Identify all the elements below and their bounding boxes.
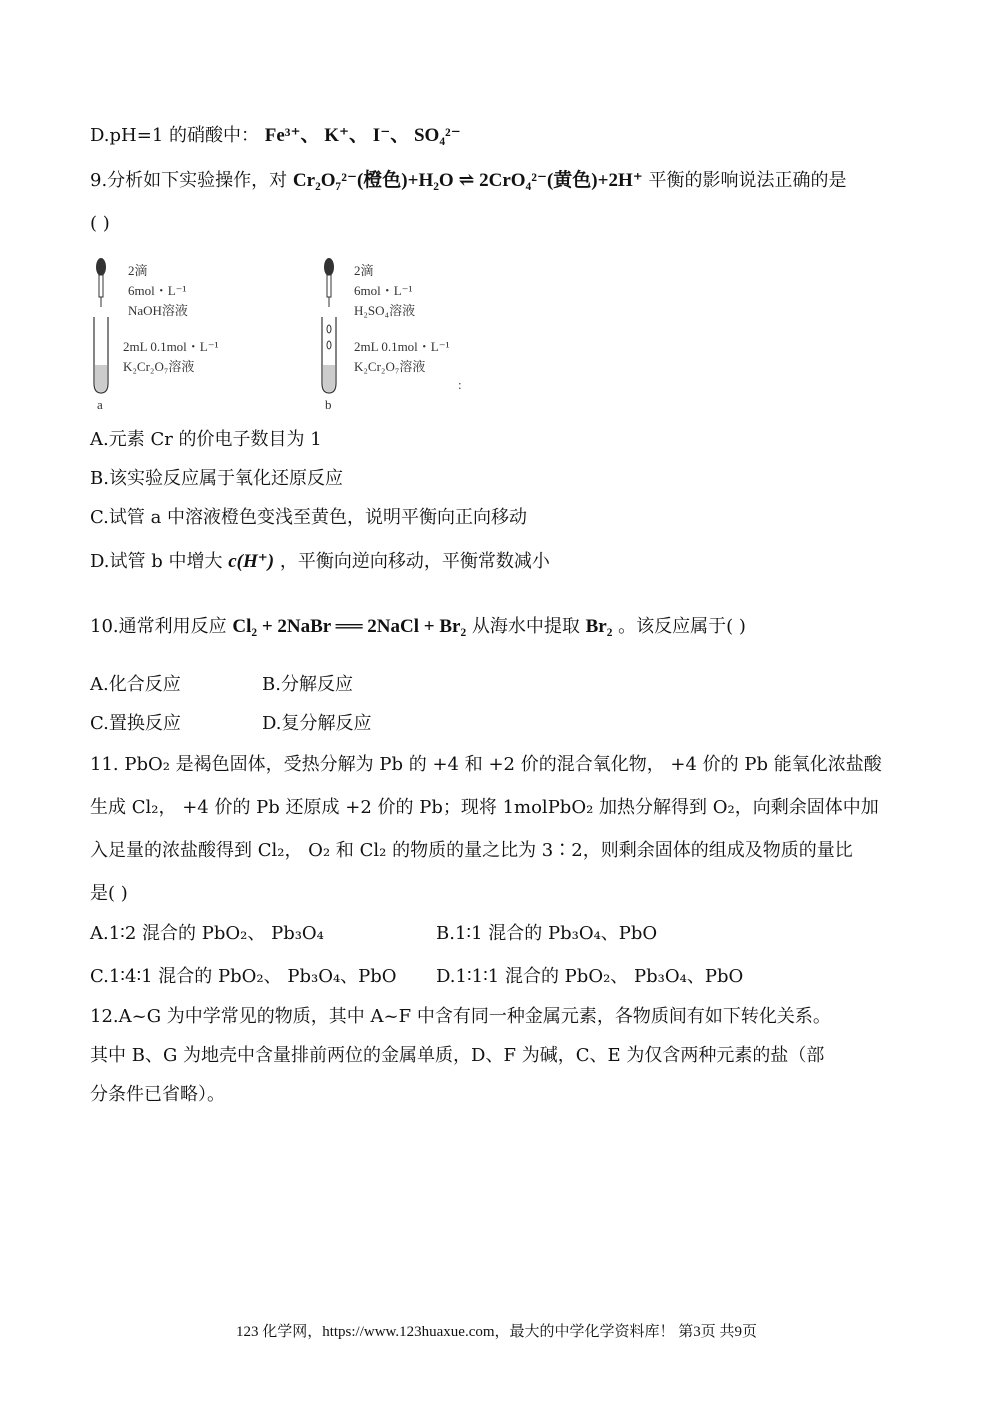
q11-line-4: 是( ) (90, 883, 128, 904)
q10-stem (90, 615, 746, 639)
a-conc-label: 6mol・L⁻¹ (128, 283, 187, 298)
q8-option-d-text: D.pH=1 的硝酸中： (90, 125, 259, 146)
a-drop-label: 2滴 (128, 263, 148, 278)
tube-b-label: b (325, 397, 332, 412)
q10-stem-mid: 从海水中提取 (471, 616, 580, 637)
q9-option-d (90, 550, 550, 574)
test-tube-b (322, 317, 336, 393)
q9-stem (90, 169, 847, 193)
b-vol-label: 2mL 0.1mol・L⁻¹ (354, 339, 450, 354)
b-solution-label: K₂Cr₂O₇溶液 (354, 359, 426, 374)
q10-br2: Br₂ (585, 616, 613, 637)
b-conc-label: 6mol・L⁻¹ (354, 283, 413, 298)
q9-stem-tail: 平衡的影响说法正确的是 (648, 170, 847, 191)
q11-option-a: A.1∶2 混合的 PbO₂、 Pb₃O₄ (90, 923, 324, 944)
figure-colon: : (458, 377, 462, 392)
q11-option-d: D.1∶1∶1 混合的 PbO₂、 Pb₃O₄、PbO (436, 966, 744, 987)
q12-line-3: 分条件已省略）。 (90, 1084, 225, 1105)
q11-option-b: B.1∶1 混合的 Pb₃O₄、PbO (436, 923, 658, 944)
q8-option-d-ions: Fe³⁺、 K⁺、 I⁻、 SO₄²⁻ (264, 125, 461, 146)
q12-line-2: 其中 B、G 为地壳中含量排前两位的金属单质，D、F 为碱，C、E 为仅含两种元素的盐（部 (90, 1045, 825, 1066)
q10-option-b: B.分解反应 (262, 674, 353, 695)
q11-line-2: 生成 Cl₂， +4 价的 Pb 还原成 +2 价的 Pb；现将 1molPbO₂ 加热分解得到 O₂，向剩余固体中加 (90, 797, 879, 818)
q11-line-1: 11. PbO₂ 是褐色固体，受热分解为 Pb 的 +4 和 +2 价的混合氧化物， +4 价的 Pb 能氧化浓盐酸 (90, 754, 882, 775)
a-solution-label: K₂Cr₂O₇溶液 (123, 359, 195, 374)
q10-option-c: C.置换反应 (90, 713, 181, 734)
q11-line-3: 入足量的浓盐酸得到 Cl₂， O₂ 和 Cl₂ 的物质的量之比为 3∶2，则剩余固体的组成及物质的量比 (90, 840, 853, 861)
a-vol-label: 2mL 0.1mol・L⁻¹ (123, 339, 219, 354)
q9-option-d-formula: c(H⁺) (228, 551, 275, 572)
page-footer: 123 化学网，https://www.123huaxue.com，最大的中学化学资料库！ 第3页 共9页 (235, 1324, 758, 1340)
q9-stem-text: 9.分析如下实验操作，对 (90, 170, 288, 191)
q10-stem-tail: 。该反应属于( ) (618, 616, 746, 637)
q12-line-1: 12.A~G 为中学常见的物质，其中 A~F 中含有同一种金属元素，各物质间有如下转化关系。 (90, 1006, 831, 1027)
q10-equation: Cl₂ + 2NaBr ══ 2NaCl + Br₂ (232, 616, 467, 637)
q10-option-d: D.复分解反应 (262, 713, 372, 734)
q10-stem-text: 10.通常利用反应 (90, 616, 227, 637)
q11-option-c: C.1∶4∶1 混合的 PbO₂、 Pb₃O₄、PbO (90, 966, 397, 987)
q9-equation: Cr₂O₇²⁻(橙色)+H₂O ⇌ 2CrO₄²⁻(黄色)+2H⁺ (292, 170, 643, 191)
test-tube-figure (88, 255, 488, 415)
q9-paren: ( ) (90, 213, 110, 234)
dropper-b (324, 258, 334, 307)
b-reagent-label: H₂SO₄溶液 (354, 303, 416, 318)
q8-option-d (90, 124, 461, 148)
dropper-a (96, 258, 106, 307)
a-reagent-label: NaOH溶液 (128, 303, 188, 318)
q10-option-a: A.化合反应 (90, 674, 181, 695)
q9-option-c: C.试管 a 中溶液橙色变浅至黄色，说明平衡向正向移动 (90, 507, 528, 528)
q9-option-d-text: D.试管 b 中增大 (90, 551, 223, 572)
q9-option-a: A.元素 Cr 的价电子数目为 1 (90, 429, 322, 450)
q9-option-d-tail: ，平衡向逆向移动，平衡常数减小 (279, 551, 550, 572)
test-tube-a (94, 317, 108, 393)
q9-option-b: B.该实验反应属于氧化还原反应 (90, 468, 343, 489)
b-drop-label: 2滴 (354, 263, 374, 278)
tube-a-label: a (97, 397, 103, 412)
